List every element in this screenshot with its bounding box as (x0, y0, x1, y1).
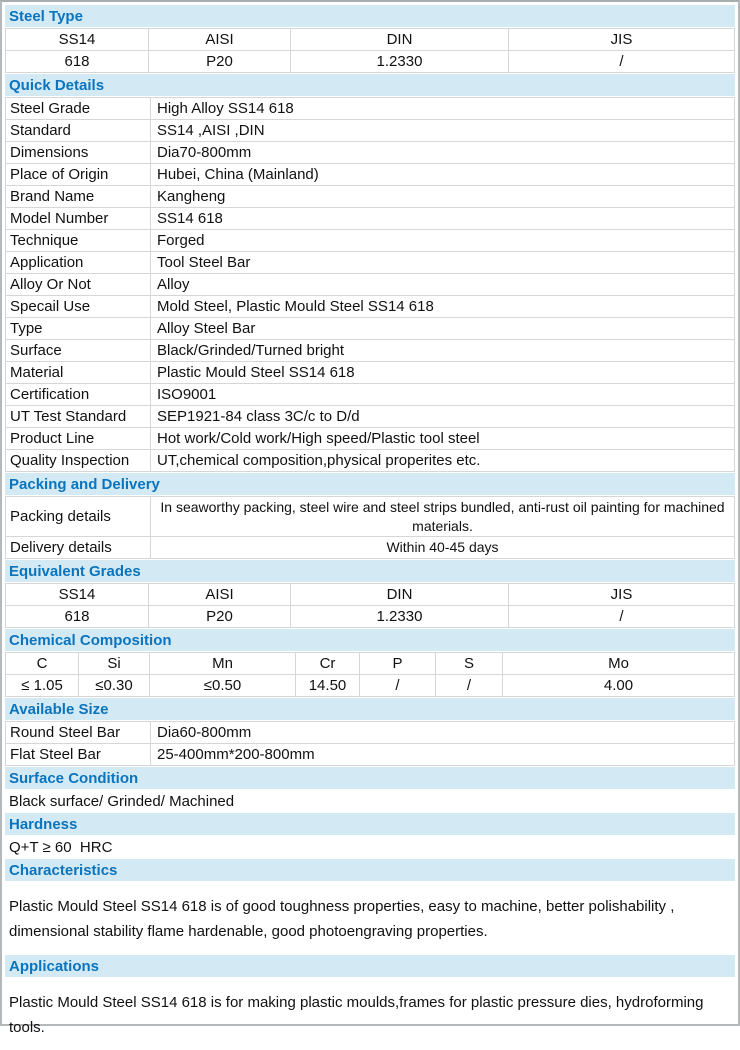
row-label: Certification (6, 384, 151, 405)
section-title: Steel Type (9, 7, 83, 25)
row-label: Technique (6, 230, 151, 251)
cell: SS14 (6, 584, 149, 605)
steel-type-table (5, 28, 735, 73)
section-title: Surface Condition (9, 769, 139, 787)
section-title: Equivalent Grades (9, 562, 141, 580)
row-value: SS14 618 (157, 210, 223, 227)
cell: C (6, 653, 79, 674)
cell: 1.2330 (291, 606, 509, 627)
row-label: Quality Inspection (6, 450, 151, 471)
row-value: SEP1921-84 class 3C/c to D/d (157, 408, 360, 425)
table-row (6, 653, 734, 675)
cell: 618 (6, 51, 149, 72)
cell: 4.00 (603, 677, 634, 694)
section-title: Quick Details (9, 76, 105, 94)
row-value: Alloy (157, 276, 190, 293)
table-row (6, 362, 734, 384)
section-title: Applications (9, 957, 100, 975)
applications-text: Plastic Mould Steel SS14 618 is for making plastic moulds,frames for plastic pressure dies, hydroforming tools. (9, 994, 704, 1036)
cell: P20 (149, 51, 291, 72)
table-row (6, 722, 734, 744)
cell: ≤0.30 (79, 675, 150, 696)
cell: 1.2330 (291, 51, 509, 72)
cell: ≤0.50 (150, 675, 296, 696)
cell: / (619, 53, 624, 70)
section-header-surface-condition (5, 767, 735, 789)
cell: / (436, 675, 503, 696)
table-row (6, 406, 734, 428)
section-title: Available Size (9, 700, 109, 718)
cell: ≤ 1.05 (6, 675, 79, 696)
table-row (6, 274, 734, 296)
cell: 14.50 (296, 675, 360, 696)
row-label: Surface (6, 340, 151, 361)
cell: Cr (296, 653, 360, 674)
cell: AISI (149, 29, 291, 50)
table-row (6, 428, 734, 450)
row-label: Material (6, 362, 151, 383)
table-row (6, 497, 734, 537)
cell: / (619, 608, 624, 625)
row-value: UT,chemical composition,physical properites etc. (157, 452, 481, 469)
row-value: Plastic Mould Steel SS14 618 (157, 364, 355, 381)
cell: DIN (291, 29, 509, 50)
row-label: Alloy Or Not (6, 274, 151, 295)
cell: JIS (610, 586, 633, 603)
row-label: Flat Steel Bar (6, 744, 151, 765)
row-value: High Alloy SS14 618 (157, 100, 294, 117)
row-value: Black/Grinded/Turned bright (157, 342, 345, 359)
row-label: Steel Grade (6, 98, 151, 119)
table-row (6, 98, 734, 120)
table-row (6, 318, 734, 340)
row-value: Hubei, China (Mainland) (157, 166, 319, 183)
table-row (6, 450, 734, 472)
hardness-text: Q+T ≥ 60 HRC (9, 838, 113, 856)
table-row (6, 384, 734, 406)
row-value: Dia60-800mm (157, 724, 252, 741)
table-row (6, 186, 734, 208)
row-label: UT Test Standard (6, 406, 151, 427)
cell: SS14 (6, 29, 149, 50)
cell: Mn (150, 653, 296, 674)
section-title: Packing and Delivery (9, 475, 160, 493)
table-row (6, 606, 734, 628)
row-label: Type (6, 318, 151, 339)
section-header-characteristics (5, 859, 735, 881)
section-title: Hardness (9, 815, 78, 833)
section-title: Chemical Composition (9, 631, 172, 649)
section-header-packing-delivery (5, 473, 735, 495)
quick-details-table (5, 97, 735, 472)
row-label: Delivery details (6, 537, 151, 558)
row-value: Kangheng (157, 188, 226, 205)
row-value: 25-400mm*200-800mm (157, 746, 315, 763)
characteristics-text: Plastic Mould Steel SS14 618 is of good toughness properties, easy to machine, better polishability , dimensional stability flame hardenable, good photoengraving properties. (9, 898, 675, 940)
table-row (6, 744, 734, 766)
section-header-hardness (5, 813, 735, 835)
row-label: Specail Use (6, 296, 151, 317)
section-header-applications (5, 955, 735, 977)
table-row (6, 675, 734, 697)
table-row (6, 142, 734, 164)
section-header-equivalent-grades (5, 560, 735, 582)
packing-delivery-table (5, 496, 735, 559)
row-label: Packing details (6, 497, 151, 536)
cell: P20 (149, 606, 291, 627)
row-value: Hot work/Cold work/High speed/Plastic tool steel (157, 430, 480, 447)
row-label: Place of Origin (6, 164, 151, 185)
section-header-quick-details (5, 74, 735, 96)
section-header-available-size (5, 698, 735, 720)
table-row (6, 537, 734, 559)
cell: Si (79, 653, 150, 674)
section-header-chemical-composition (5, 629, 735, 651)
row-value: Tool Steel Bar (157, 254, 251, 271)
cell: / (360, 675, 436, 696)
section-title: Characteristics (9, 861, 118, 879)
row-label: Application (6, 252, 151, 273)
row-value: Alloy Steel Bar (157, 320, 256, 337)
cell: 618 (6, 606, 149, 627)
row-value: In seaworthy packing, steel wire and steel strips bundled, anti-rust oil painting for machined materials. (160, 498, 725, 534)
cell: JIS (610, 31, 633, 48)
available-size-table (5, 721, 735, 766)
table-row (6, 120, 734, 142)
row-value: Mold Steel, Plastic Mould Steel SS14 618 (157, 298, 434, 315)
cell: Mo (608, 655, 629, 672)
table-row (6, 252, 734, 274)
table-row (6, 296, 734, 318)
table-row (6, 208, 734, 230)
table-row (6, 584, 734, 606)
cell: S (436, 653, 503, 674)
row-label: Round Steel Bar (6, 722, 151, 743)
row-label: Model Number (6, 208, 151, 229)
cell: AISI (149, 584, 291, 605)
row-value: Dia70-800mm (157, 144, 252, 161)
chemical-composition-table (5, 652, 735, 697)
row-value: Forged (157, 232, 205, 249)
row-label: Standard (6, 120, 151, 141)
cell: DIN (291, 584, 509, 605)
table-row (6, 29, 734, 51)
row-label: Product Line (6, 428, 151, 449)
table-row (6, 340, 734, 362)
row-value: SS14 ,AISI ,DIN (157, 122, 265, 139)
row-value: ISO9001 (157, 386, 217, 403)
row-label: Brand Name (6, 186, 151, 207)
table-row (6, 164, 734, 186)
section-header-steel-type (5, 5, 735, 27)
row-value: Within 40-45 days (386, 539, 499, 555)
table-row (6, 230, 734, 252)
surface-condition-text: Black surface/ Grinded/ Machined (9, 792, 235, 810)
equivalent-grades-table (5, 583, 735, 628)
row-label: Dimensions (6, 142, 151, 163)
table-row (6, 51, 734, 73)
cell: P (360, 653, 436, 674)
